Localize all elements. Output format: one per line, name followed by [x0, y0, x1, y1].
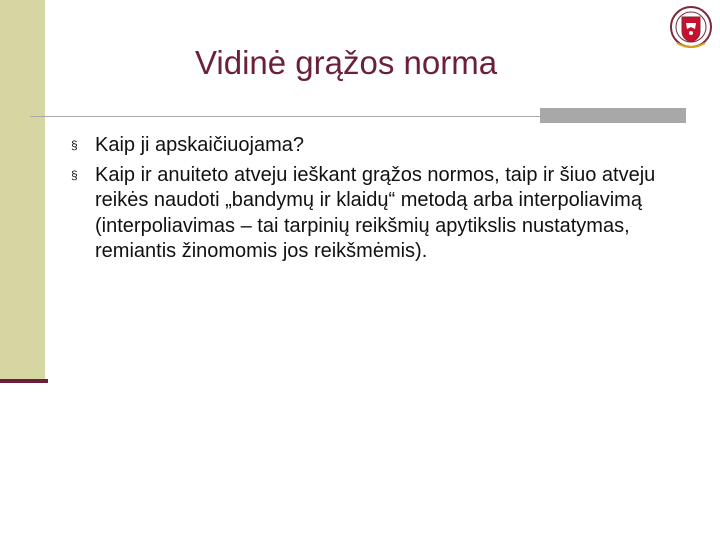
slide-title: Vidinė grąžos norma [195, 44, 498, 81]
bullet-item [71, 163, 691, 265]
bullet-icon: § [71, 167, 78, 182]
university-crest-icon [669, 5, 713, 53]
bullet-text: Kaip ir anuiteto atveju ieškant grąžos normos, taip ir šiuo atveju reikės naudoti „bandymų ir klaidų“ metodą arba interpoliavimą (interpoliavimas – tai tarpinių reikšmių apytikslis nustatymas, remiantis žinomomis jos reikšmėmis). [95, 163, 656, 262]
bullet-item [71, 133, 691, 159]
title-divider [30, 116, 540, 117]
bullet-icon: § [71, 138, 78, 152]
left-accent-bar [0, 0, 45, 381]
title-divider-block [540, 108, 686, 123]
left-accent-bar-base [0, 379, 48, 383]
slide-body [71, 133, 691, 269]
bullet-text: Kaip ji apskaičiuojama? [95, 134, 305, 156]
